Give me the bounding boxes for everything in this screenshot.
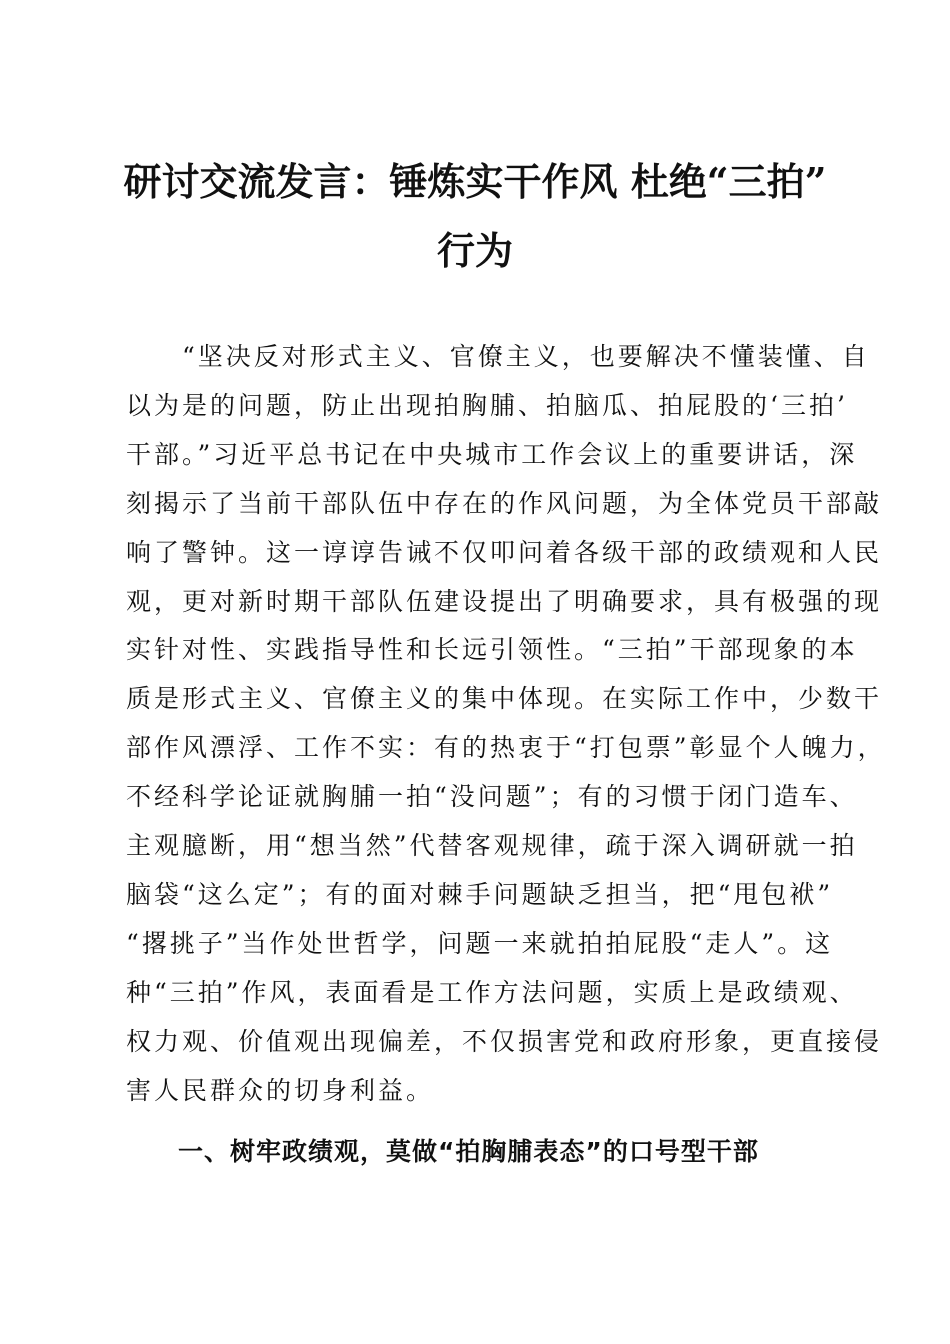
body-line: 干部。”习近平总书记在中央城市工作会议上的重要讲话，深 (126, 439, 858, 469)
body-line: “坚决反对形式主义、官僚主义，也要解决不懂装懂、自 (126, 342, 870, 371)
body-line: 权力观、价值观出现偏差，不仅损害党和政府形象，更直接侵 (126, 1026, 883, 1056)
body-line: 部作风漂浮、工作不实：有的热衷于“打包票”彰显个人魄力， (126, 733, 886, 763)
body-line: 脑袋“这么定”；有的面对棘手问题缺乏担当，把“甩包袱” (126, 879, 834, 909)
body-line: 实针对性、实践指导性和长远引领性。“三拍”干部现象的本 (126, 635, 858, 665)
body-line: 以为是的问题，防止出现拍胸脯、拍脑瓜、拍屁股的‘三拍’ (126, 390, 848, 420)
body-line: “撂挑子”当作处世哲学，问题一来就拍拍屁股“走人”。这 (126, 928, 834, 958)
body-line: 不经科学论证就胸脯一拍“没问题”；有的习惯于闭门造车、 (126, 782, 858, 812)
body-line: 响了警钟。这一谆谆告诫不仅叩问着各级干部的政绩观和人民 (126, 537, 883, 567)
body-line: 主观臆断，用“想当然”代替客观规律，疏于深入调研就一拍 (126, 831, 858, 861)
body-line: 种“三拍”作风，表面看是工作方法问题，实质上是政绩观、 (126, 977, 858, 1007)
body-line: 观，更对新时期干部队伍建设提出了明确要求，具有极强的现 (126, 586, 883, 616)
section-heading: 一、树牢政绩观，莫做“拍胸脯表态”的口号型干部 (178, 1137, 759, 1166)
document-title-line-2: 行为 (436, 228, 513, 273)
body-line: 刻揭示了当前干部队伍中存在的作风问题，为全体党员干部敲 (126, 488, 883, 518)
body-line: 质是形式主义、官僚主义的集中体现。在实际工作中，少数干 (126, 684, 883, 714)
document-title-line-1: 研讨交流发言：锤炼实干作风 杜绝“三拍” (123, 159, 827, 204)
body-line: 害人民群众的切身利益。 (126, 1075, 435, 1105)
body-paragraph (126, 333, 886, 1116)
